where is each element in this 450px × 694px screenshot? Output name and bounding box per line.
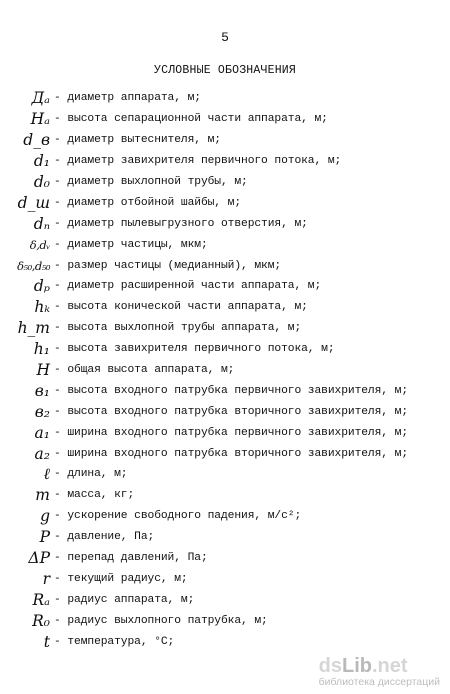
- watermark-subtitle: библиотека диссертаций: [318, 676, 440, 688]
- notation-entry: [8, 506, 448, 527]
- notation-description: - размер частицы (медианный), мкм;: [54, 259, 282, 272]
- notation-description: - диаметр вытеснителя, м;: [54, 134, 221, 147]
- notation-description: - перепад давлений, Па;: [54, 552, 208, 565]
- notation-entry: [8, 589, 448, 610]
- notation-symbol: a₂: [34, 444, 50, 463]
- notation-entry: [8, 255, 448, 276]
- watermark-logo-lib: Lib: [341, 655, 372, 677]
- notation-entry: [8, 213, 448, 234]
- notation-list: [8, 88, 448, 652]
- notation-description: - ширина входного патрубка первичного завихрителя, м;: [54, 426, 408, 439]
- notation-description: - радиус аппарата, м;: [54, 593, 195, 606]
- notation-entry: [8, 172, 448, 193]
- notation-entry: [8, 360, 448, 381]
- notation-symbol: g: [40, 507, 50, 526]
- notation-entry: [8, 109, 448, 130]
- notation-entry: [8, 380, 448, 401]
- watermark-logo-ds: ds: [318, 655, 342, 677]
- notation-description: - высота конической части аппарата, м;: [54, 301, 308, 314]
- notation-description: - ширина входного патрубка вторичного завихрителя, м;: [54, 447, 408, 460]
- notation-symbol: Н: [36, 361, 50, 380]
- notation-description: - диаметр аппарата, м;: [54, 92, 201, 105]
- notation-entry: [8, 297, 448, 318]
- notation-description: - высота завихрителя первичного потока, м;: [54, 343, 335, 356]
- notation-description: - масса, кг;: [54, 489, 135, 502]
- notation-description: - диаметр выхлопной трубы, м;: [54, 176, 248, 188]
- notation-entry: [8, 527, 448, 548]
- notation-symbol: в₂: [34, 402, 50, 421]
- notation-symbol: dₙ: [33, 214, 50, 233]
- notation-entry: [8, 568, 448, 589]
- notation-description: - температура, °С;: [54, 635, 175, 648]
- notation-symbol: a₁: [34, 423, 50, 442]
- notation-symbol: Дₐ: [31, 89, 50, 108]
- notation-symbol: d_ш: [17, 193, 50, 212]
- notation-symbol: h_т: [17, 319, 50, 338]
- notation-description: - диаметр частицы, мкм;: [54, 238, 208, 251]
- notation-symbol: t: [43, 632, 50, 651]
- notation-entry: [8, 422, 448, 443]
- notation-symbol: δ₅₀,d₅₀: [17, 258, 50, 273]
- watermark-logo-net: .net: [371, 655, 408, 677]
- notation-symbol: r: [42, 569, 50, 588]
- notation-symbol: m: [35, 486, 50, 505]
- notation-symbol: R₀: [32, 611, 50, 630]
- notation-symbol: Rₐ: [32, 590, 50, 609]
- notation-entry: [8, 631, 448, 652]
- notation-description: - высота выхлопной трубы аппарата, м;: [54, 322, 302, 335]
- notation-symbol: Нₐ: [30, 110, 50, 129]
- notation-entry: [8, 318, 448, 339]
- notation-description: - высота сепарационной части аппарата, м;: [54, 113, 328, 126]
- notation-symbol: h₁: [33, 340, 50, 359]
- notation-entry: [8, 234, 448, 255]
- notation-description: - общая высота аппарата, м;: [54, 364, 235, 377]
- notation-symbol: d₁: [33, 152, 50, 171]
- notation-description: - диаметр расширенной части аппарата, м;: [54, 280, 322, 293]
- page-number: 5: [221, 30, 229, 45]
- notation-symbol: d_в: [23, 131, 50, 150]
- notation-entry: [8, 276, 448, 297]
- notation-symbol: ΔР: [28, 549, 50, 568]
- page-heading: УСЛОВНЫЕ ОБОЗНАЧЕНИЯ: [153, 64, 297, 77]
- notation-entry: [8, 339, 448, 360]
- notation-entry: [8, 130, 448, 151]
- watermark: [319, 655, 440, 688]
- notation-symbol: ℓ: [43, 464, 50, 483]
- watermark-logo: [319, 655, 440, 678]
- notation-entry: [8, 548, 448, 569]
- notation-entry: [8, 192, 448, 213]
- notation-entry: [8, 485, 448, 506]
- notation-description: - диаметр завихрителя первичного потока, м;: [54, 155, 342, 168]
- notation-entry: [8, 464, 448, 485]
- notation-entry: [8, 610, 448, 631]
- notation-symbol: δ,dᵥ: [29, 237, 50, 252]
- notation-description: - диаметр отбойной шайбы, м;: [54, 196, 242, 209]
- notation-description: - высота входного патрубка вторичного завихрителя, м;: [54, 405, 408, 418]
- notation-symbol: dₚ: [33, 277, 50, 296]
- notation-symbol: hₖ: [34, 298, 50, 317]
- notation-description: - диаметр пылевыгрузного отверстия, м;: [54, 217, 308, 230]
- notation-description: - длина, м;: [54, 468, 128, 481]
- notation-entry: [8, 443, 448, 464]
- notation-description: - текущий радиус, м;: [54, 572, 188, 585]
- notation-description: - давление, Па;: [54, 531, 155, 544]
- notation-entry: [8, 401, 448, 422]
- notation-entry: [8, 151, 448, 172]
- notation-description: - радиус выхлопного патрубка, м;: [54, 614, 268, 627]
- notation-symbol: d₀: [33, 173, 50, 191]
- notation-entry: [8, 88, 448, 109]
- notation-symbol: в₁: [34, 381, 50, 400]
- notation-description: - ускорение свободного падения, м/с²;: [54, 510, 302, 523]
- notation-symbol: Р: [39, 528, 50, 547]
- notation-description: - высота входного патрубка первичного завихрителя, м;: [54, 384, 408, 397]
